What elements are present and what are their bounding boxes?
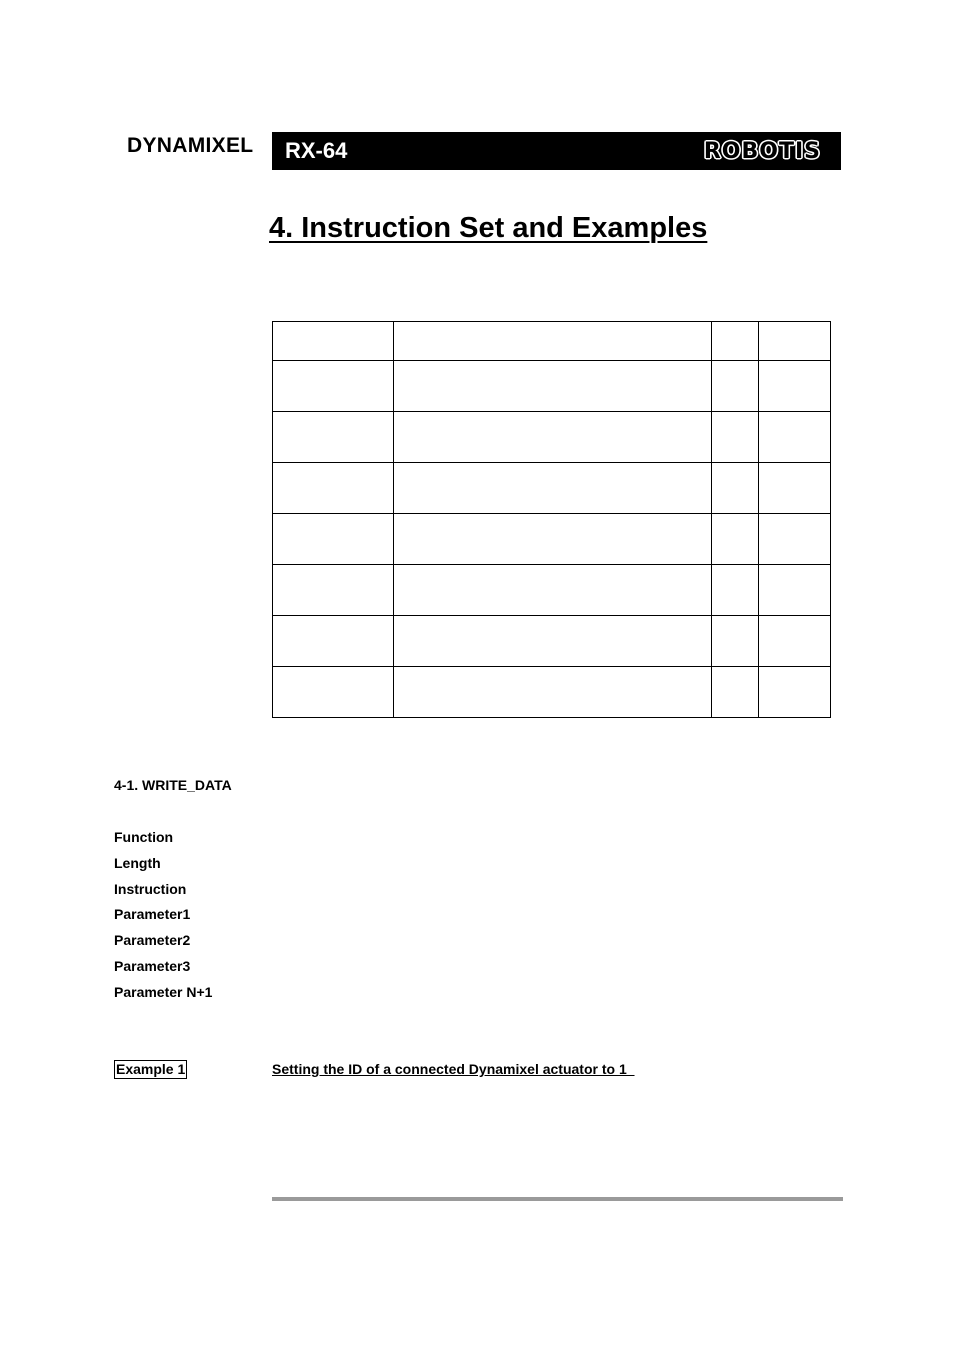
field-label-parameter1: Parameter1 [114,906,191,923]
table-cell [273,565,394,616]
field-label-length: Length [114,854,161,871]
table-cell [759,361,831,412]
field-list [114,829,212,1010]
table-cell [394,667,711,718]
table-cell [711,667,759,718]
table-cell [759,616,831,667]
table-cell [273,514,394,565]
table-row [273,412,831,463]
table-cell [273,667,394,718]
brand-name: DYNAMIXEL [127,134,254,157]
instruction-table [272,321,831,718]
table-cell [711,565,759,616]
table-cell [759,565,831,616]
table-cell [273,412,394,463]
table-cell [711,463,759,514]
field-label-instruction: Instruction [114,880,187,897]
table-cell [759,463,831,514]
section-title: 4-1. WRITE_DATA [114,777,232,793]
table-cell [394,616,711,667]
table-cell [759,322,831,361]
example-description: Setting the ID of a connected Dynamixel actuator to 1 [272,1061,635,1077]
header-bar [272,132,841,170]
table-cell [394,322,711,361]
robotis-logo: ROBOTIS [703,139,821,164]
page-title: 4. Instruction Set and Examples [269,212,708,244]
table-cell [394,565,711,616]
model-name: RX-64 [285,138,348,163]
table-cell [759,514,831,565]
table-row [273,565,831,616]
field-label-function: Function [114,829,174,845]
table-row [273,667,831,718]
table-cell [759,412,831,463]
example-label: Example 1 [116,1061,186,1077]
table-row [273,361,831,412]
table-cell [711,412,759,463]
table-header-row [273,322,831,361]
table-cell [273,463,394,514]
table-cell [394,361,711,412]
table-row [273,616,831,667]
table-cell [711,616,759,667]
field-label-parameter2: Parameter2 [114,932,191,949]
table-cell [273,361,394,412]
table-row [273,514,831,565]
table-cell [711,514,759,565]
table-cell [394,412,711,463]
table-cell [273,616,394,667]
field-label-parameter-n1: Parameter N+1 [114,983,213,1000]
table-cell [711,361,759,412]
table-cell [394,463,711,514]
table-cell [759,667,831,718]
footer-rule [272,1197,843,1201]
table-cell [711,322,759,361]
field-label-parameter3: Parameter3 [114,957,191,974]
table-cell [394,514,711,565]
table-row [273,463,831,514]
table-cell [273,322,394,361]
